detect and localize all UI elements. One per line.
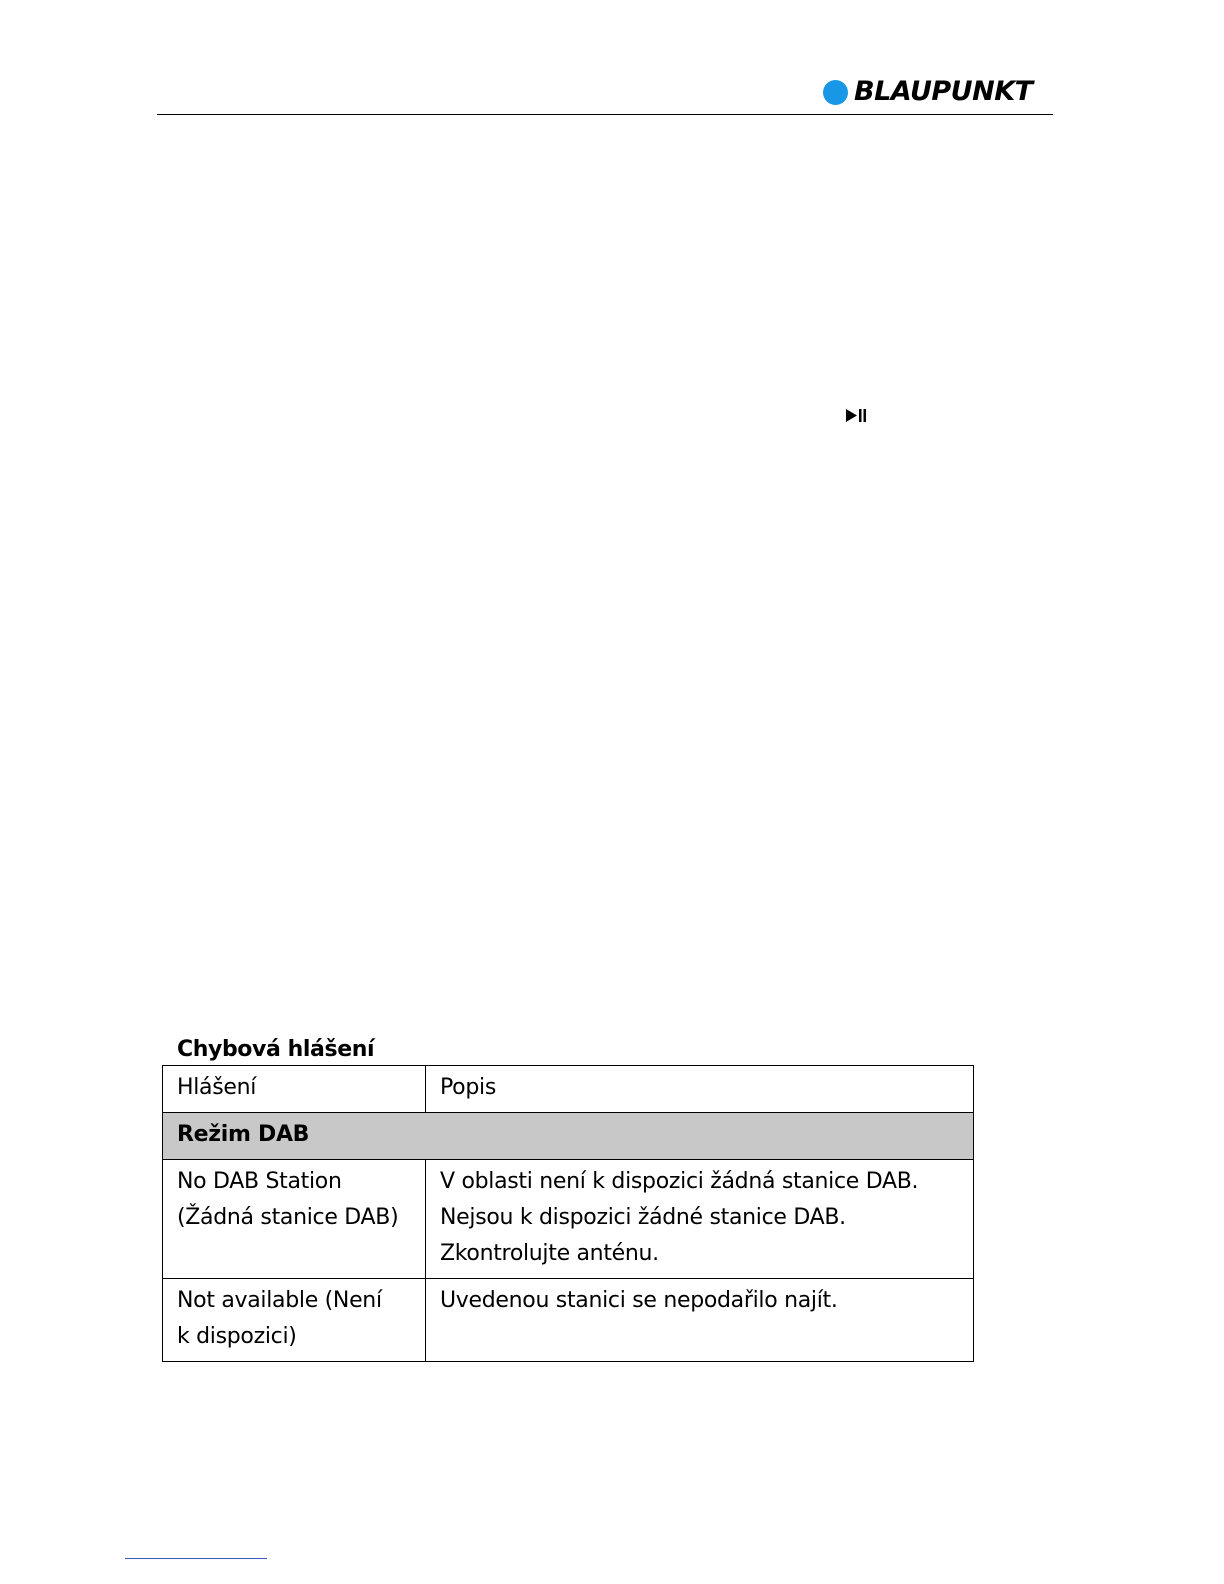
description-line: Uvedenou stanici se nepodařilo najít. — [440, 1288, 838, 1313]
description-cell — [426, 1279, 974, 1362]
footer-divider — [125, 1558, 267, 1559]
description-cell — [426, 1160, 974, 1279]
table-row — [163, 1160, 974, 1279]
message-line: Not available (Není — [177, 1288, 382, 1313]
description-line: Zkontrolujte anténu. — [440, 1241, 659, 1266]
table-header-row — [163, 1066, 974, 1113]
column-header-description: Popis — [426, 1066, 974, 1113]
message-cell — [163, 1279, 426, 1362]
error-messages-table — [162, 1065, 974, 1362]
message-cell — [163, 1160, 426, 1279]
header-divider — [157, 114, 1053, 115]
brand-name: BLAUPUNKT — [854, 76, 1033, 107]
description-line: Nejsou k dispozici žádné stanice DAB. — [440, 1205, 846, 1230]
message-line: No DAB Station — [177, 1169, 342, 1194]
section-title: Chybová hlášení — [177, 1037, 375, 1062]
description-line: V oblasti není k dispozici žádná stanice DAB. — [440, 1169, 919, 1194]
table-row — [163, 1279, 974, 1362]
brand-logo — [823, 78, 1033, 106]
column-header-message: Hlášení — [163, 1066, 426, 1113]
brand-dot-icon — [823, 80, 848, 105]
play-pause-icon — [845, 408, 867, 423]
table-mode-row — [163, 1113, 974, 1160]
mode-label: Režim DAB — [163, 1113, 974, 1160]
message-line: k dispozici) — [177, 1324, 297, 1349]
message-line: (Žádná stanice DAB) — [177, 1205, 399, 1230]
